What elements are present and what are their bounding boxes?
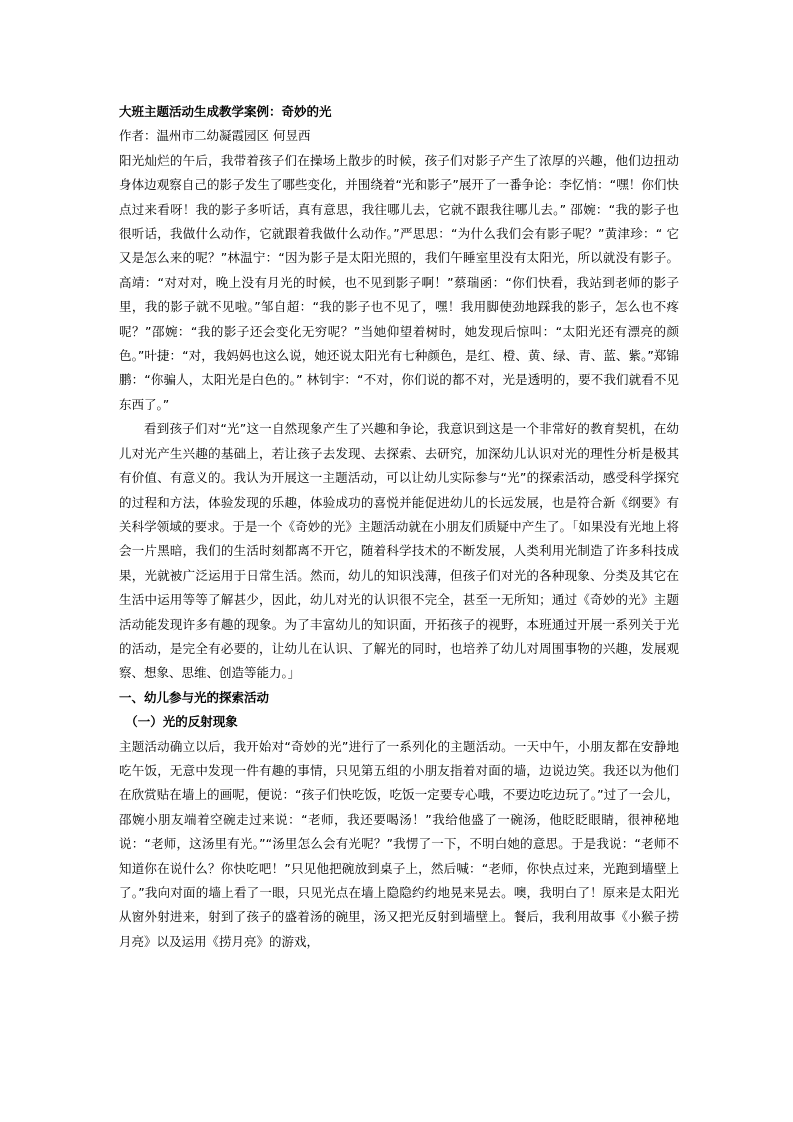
document-page	[119, 100, 679, 954]
author-line: 作者：温州市二幼凝霞园区 何昱西	[119, 128, 311, 144]
paragraph-2: 看到孩子们对“光”这一自然现象产生了兴趣和争论，我意识到这是一个非常好的教育契机，在幼儿对光产生兴趣的基础上，若让孩子去发现、去探索、去研究，加深幼儿认识对光的理性分析是极其有价值、有意义的。我认为开展这一主题活动，可以让幼儿实际参与“光”的探索活动，感受科学探究的过程和方法，体验发现的乐趣，体验成功的喜悦并能促进幼儿的长远发展，也是符合新《纲要》有关科学领域的要求。于是一个《奇妙的光》主题活动就在小朋友们质疑中产生了。「如果没有光地上将会一片黑暗，我们的生活时刻都离不开它，随着科学技术的不断发展，人类利用光制造了许多科技成果，光就被广泛运用于日常生活。然而，幼儿的知识浅薄，但孩子们对光的各种现象、分类及其它在生活中运用等等了解甚少，因此，幼儿对光的认识很不完全，甚至一无所知；通过《奇妙的光》主题活动能发现许多有趣的现象。为了丰富幼儿的知识面，开拓孩子的视野，本班通过开展一系列关于光的活动，是完全有必要的，让幼儿在认识、了解光的同时，也培养了幼儿对周围事物的兴趣，发展观察、想象、思维、创造等能力。」	[119, 421, 679, 681]
paragraph-3: 主题活动确立以后，我开始对“奇妙的光”进行了一系列化的主题活动。一天中午，小朋友都在安静地吃午饭，无意中发现一件有趣的事情，只见第五组的小朋友指着对面的墙，边说边笑。我还以为他们在欣赏贴在墙上的画呢，便说：“孩子们快吃饭，吃饭一定要专心哦，不要边吃边玩了。”过了一会儿，邵婉小朋友端着空碗走过来说：“老师，我还要喝汤！”我给他盛了一碗汤，他眨眨眼睛，很神秘地说：“老师，这汤里有光。”“汤里怎么会有光呢？”我愣了一下，不明白她的意思。于是我说：“老师不知道你在说什么？你快吃吧！”只见他把碗放到桌子上，然后喊：“老师，你快点过来，光跑到墙壁上了。”我向对面的墙上看了一眼，只见光点在墙上隐隐约约地晃来晃去。噢，我明白了！原来是太阳光从窗外射进来，射到了孩子的盛着汤的碗里，汤又把光反射到墙壁上。餐后，我利用故事《小猴子捞月亮》以及运用《捞月亮》的游戏，	[119, 738, 679, 949]
document-title: 大班主题活动生成教学案例：奇妙的光	[119, 104, 332, 119]
paragraph-1: 阳光灿烂的午后，我带着孩子们在操场上散步的时候，孩子们对影子产生了浓厚的兴趣，他们边扭动身体边观察自己的影子发生了哪些变化，并围绕着“光和影子”展开了一番争论：李忆悄：“嘿！你们快点过来看呀！我的影子多听话，真有意思，我往哪儿去，它就不跟我往哪儿去。” 邵婉：“我的影子也很听话，我做什么动作，它就跟着我做什么动作。”严思思：“为什么我们会有影子呢？”黄津珍：“ 它又是怎么来的呢？”林温宁：“因为影子是太阳光照的，我们午睡室里没有太阳光，所以就没有影子。 高靖：“对对对，晚上没有月光的时候，也不见到影子啊！”蔡瑞函：“你们快看，我站到老师的影子里，我的影子就不见啦。”邹自超：“我的影子也不见了，嘿！我用脚使劲地踩我的影子，怎么也不疼呢？”邵婉：“我的影子还会变化无穷呢？”当她仰望着树时，她发现后惊叫：“太阳光还有漂亮的颜色。”叶捷：“对，我妈妈也这么说，她还说太阳光有七种颜色，是红、橙、黄、绿、青、蓝、紫。”郑锦鹏：“你骗人，太阳光是白色的。” 林钊宇：“不对，你们说的都不对，光是透明的，要不我们就看不见东西了。”	[119, 152, 679, 412]
section-heading: 一、幼儿参与光的探索活动	[119, 689, 270, 705]
sub-heading: （一）光的反射现象	[125, 714, 238, 730]
